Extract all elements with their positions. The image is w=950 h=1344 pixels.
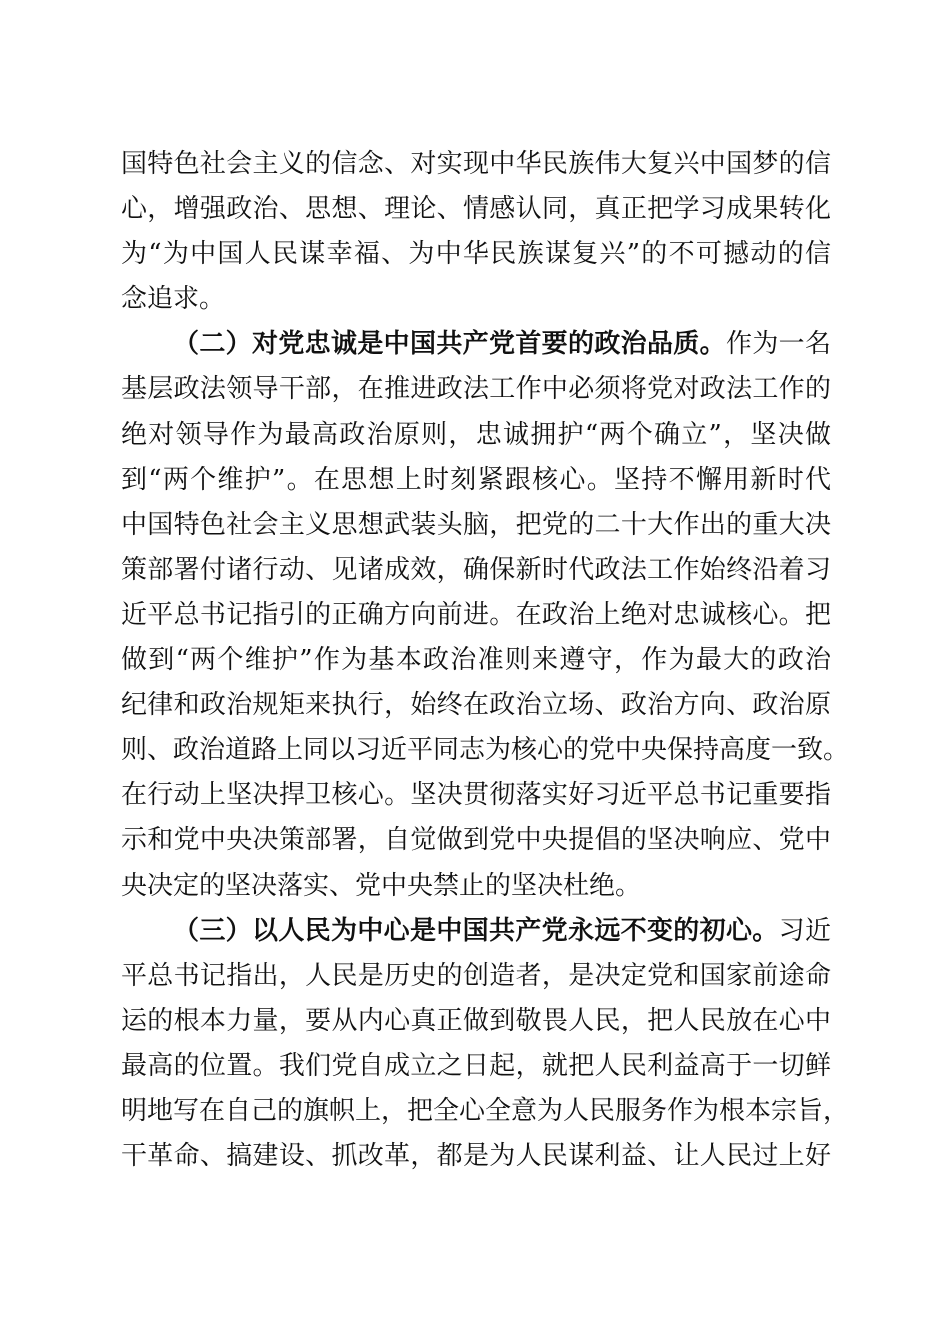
text-line: 到“两个维护”。在思想上时刻紧跟核心。坚持不懈用新时代 [121, 464, 831, 495]
text-line: 干革命、搞建设、抓改革，都是为人民谋利益、让人民过上好 [121, 1141, 831, 1172]
text-line [121, 909, 831, 954]
text-line: 纪律和政治规矩来执行，始终在政治立场、政治方向、政治原 [121, 690, 831, 721]
text-line: 运的根本力量，要从内心真正做到敬畏人民，把人民放在心中 [121, 1005, 831, 1036]
text-run: 习近 [778, 915, 831, 946]
paragraph-2 [121, 322, 850, 908]
text-line: 为“为中国人民谋幸福、为中华民族谋复兴”的不可撼动的信 [121, 239, 831, 270]
text-line: 中国特色社会主义思想武装头脑，把党的二十大作出的重大决 [121, 509, 831, 540]
text-line: 近平总书记指引的正确方向前进。在政治上绝对忠诚核心。把 [121, 599, 831, 630]
text-line: 心，增强政治、思想、理论、情感认同，真正把学习成果转化 [121, 194, 831, 225]
document-body [121, 142, 850, 1179]
text-line: 念追求。 [121, 284, 226, 315]
text-line: 做到“两个维护”作为基本政治准则来遵守，作为最大的政治 [121, 645, 831, 676]
paragraph-3 [121, 909, 850, 1180]
text-line: 则、政治道路上同以习近平同志为核心的党中央保持高度一致。 [121, 735, 850, 766]
text-line: 示和党中央决策部署，自觉做到党中央提倡的坚决响应、党中 [121, 825, 831, 856]
text-line: 策部署付诸行动、见诸成效，确保新时代政法工作始终沿着习 [121, 554, 831, 585]
text-line: 绝对领导作为最高政治原则，忠诚拥护“两个确立”，坚决做 [121, 419, 831, 450]
text-line: 在行动上坚决捍卫核心。坚决贯彻落实好习近平总书记重要指 [121, 780, 831, 811]
section-heading-2: （二）对党忠诚是中国共产党首要的政治品质。 [173, 329, 726, 360]
section-heading-3: （三）以人民为中心是中国共产党永远不变的初心。 [173, 915, 779, 946]
text-run: 作为一名 [725, 329, 831, 360]
text-line: 央决定的坚决落实、党中央禁止的坚决杜绝。 [121, 870, 642, 901]
text-line: 明地写在自己的旗帜上，把全心全意为人民服务作为根本宗旨， [121, 1095, 850, 1126]
text-line: 平总书记指出，人民是历史的创造者，是决定党和国家前途命 [121, 960, 831, 991]
text-line: 国特色社会主义的信念、对实现中华民族伟大复兴中国梦的信 [121, 149, 831, 179]
text-line: 基层政法领导干部，在推进政法工作中必须将党对政法工作的 [121, 374, 831, 405]
text-line: 最高的位置。我们党自成立之日起，就把人民利益高于一切鲜 [121, 1050, 831, 1081]
text-line [121, 322, 831, 367]
paragraph-1 [121, 142, 831, 322]
